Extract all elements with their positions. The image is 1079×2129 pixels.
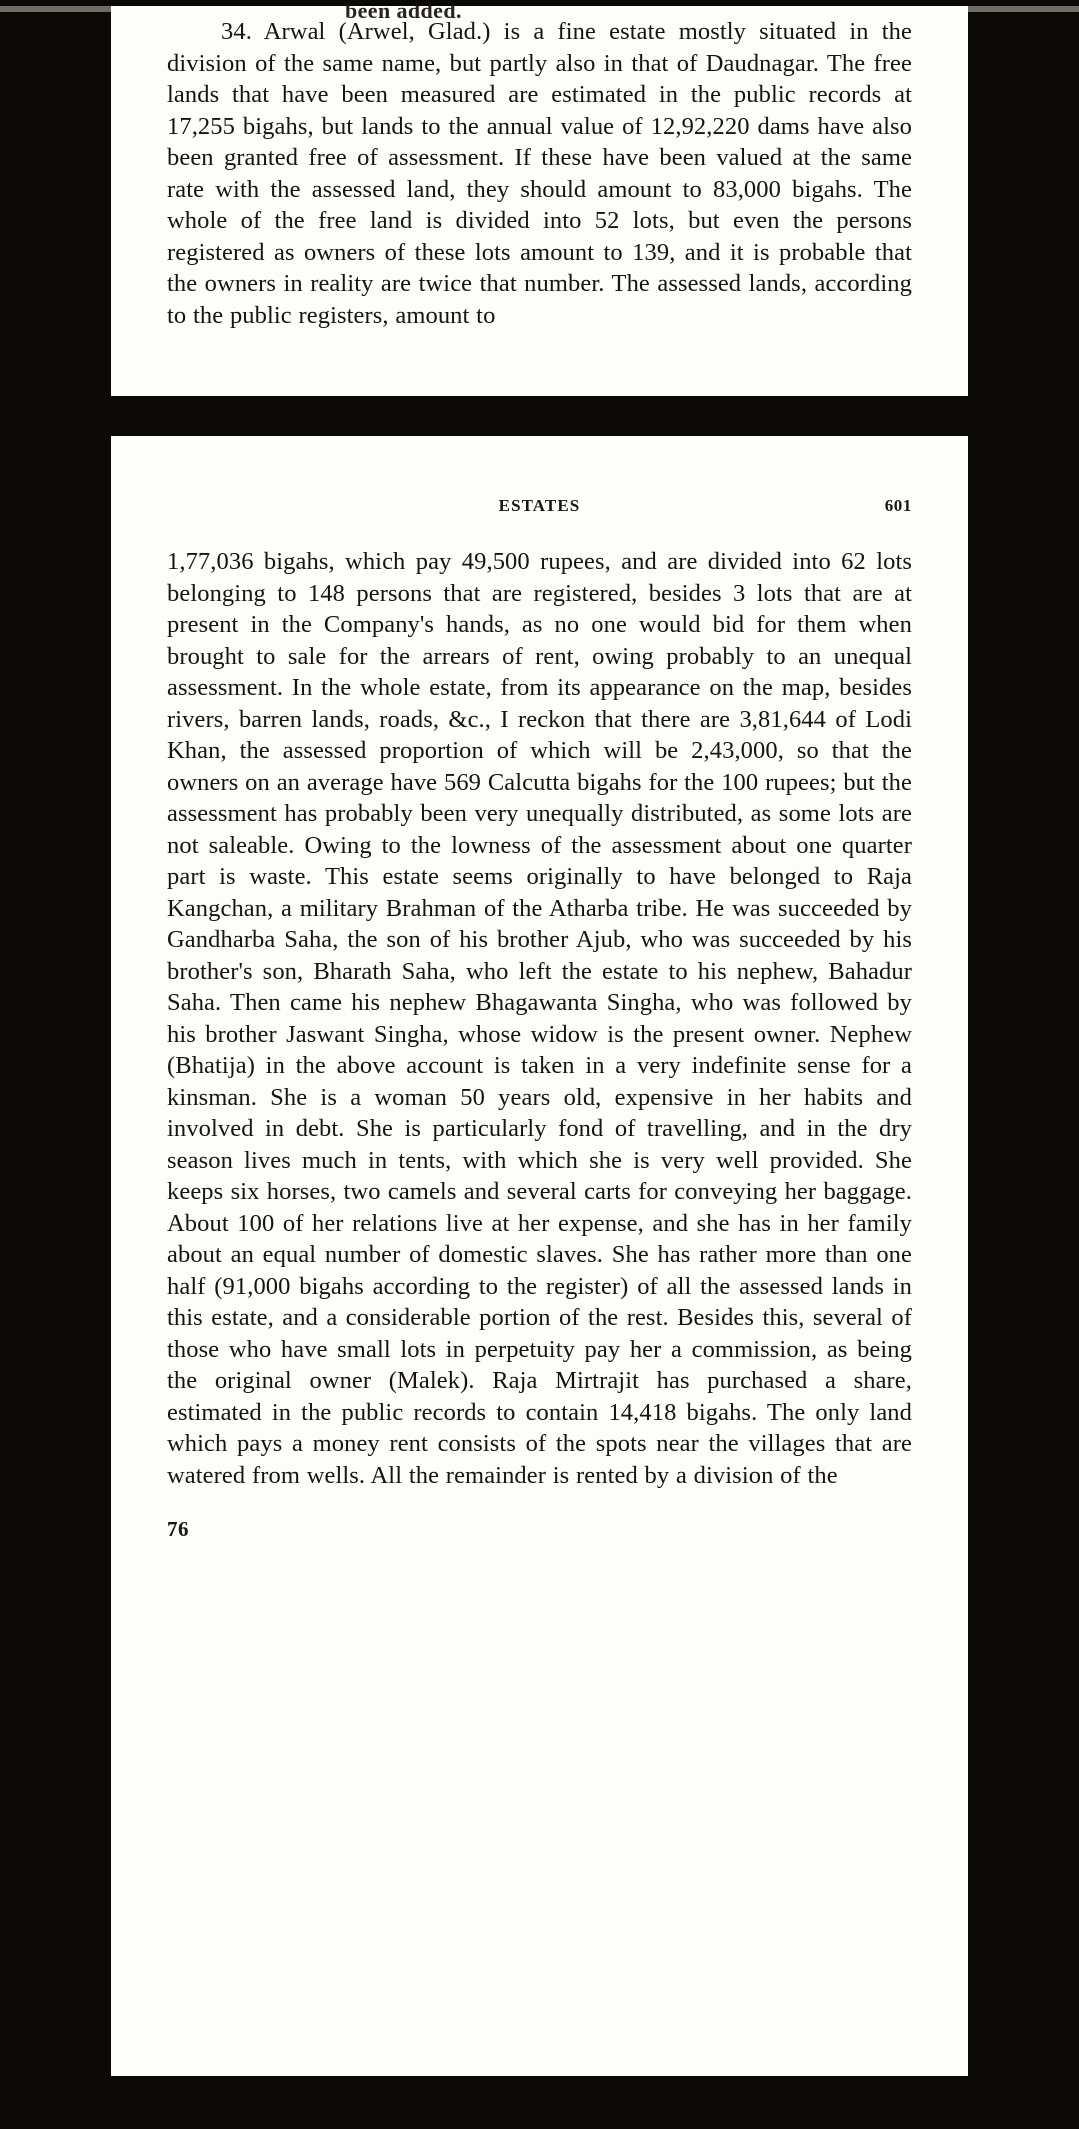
previous-page	[111, 0, 968, 396]
running-head	[167, 496, 912, 516]
previous-page-paragraph: 34. Arwal (Arwel, Glad.) is a fine estate mostly situated in the division of the same name, but partly also in that of Daudnagar. The free lands that have been measured are estimated in the public records at 17,255 bigahs, but lands to the annual value of 12,92,220 dams have also been granted free of assessment. If these have been valued at the same rate with the assessed land, they should amount to 83,000 bigahs. The whole of the free land is divided into 52 lots, but even the persons registered as owners of these lots amount to 139, and it is probable that the owners in reality are twice that number. The assessed lands, according to the public registers, amount to	[167, 18, 912, 329]
page-gap	[0, 396, 1079, 436]
main-page-paragraph: 1,77,036 bigahs, which pay 49,500 rupees, and are divided into 62 lots belonging to 148 persons that are registered, besides 3 lots that are at present in the Company's hands, as no one would bid for them when brought to sale for the arrears of rent, owing probably to an unequal assessment. In the whole estate, from its appearance on the map, besides rivers, barren lands, roads, &c., I reckon that there are 3,81,644 of Lodi Khan, the assessed proportion of which will be 2,43,000, so that the owners on an average have 569 Calcutta bigahs for the 100 rupees; but the assessment has probably been very unequally distributed, as some lots are not saleable. Owing to the lowness of the assessment about one quarter part is waste. This estate seems originally to have belonged to Raja Kangchan, a military Brahman of the Atharba tribe. He was succeeded by Gandharba Saha, the son of his brother Ajub, who was succeeded by his brother's son, Bharath Saha, who left the estate to his nephew, Bahadur Saha. Then came his nephew Bhagawanta Singha, who was followed by his brother Jaswant Singha, whose widow is the present owner. Nephew (Bhatija) in the above account is taken in a very indefinite sense for a kinsman. She is a woman 50 years old, expensive in her habits and involved in debt. She is particularly fond of travelling, and in the dry season lives much in tents, with which she is very well provided. She keeps six horses, two camels and several carts for conveying her baggage. About 100 of her relations live at her expense, and she has in her family about an equal number of domestic slaves. She has rather more than one half (91,000 bigahs according to the register) of all the assessed lands in this estate, and a considerable portion of the rest. Besides this, several of those who have small lots in perpetuity pay her a commission, as being the original owner (Malek). Raja Mirtrajit has purchased a share, estimated in the public records to contain 14,418 bigahs. The only land which pays a money rent consists of the spots near the villages that are watered from wells. All the remainder is rented by a division of the	[167, 548, 912, 1489]
running-head-title: ESTATES	[498, 496, 581, 515]
clipped-text-line: been added.	[345, 0, 462, 23]
main-page	[111, 436, 968, 2076]
viewer-bottom-strip	[0, 2076, 1079, 2092]
page-number: 601	[884, 496, 912, 515]
signature-mark: 76	[167, 1517, 189, 1541]
